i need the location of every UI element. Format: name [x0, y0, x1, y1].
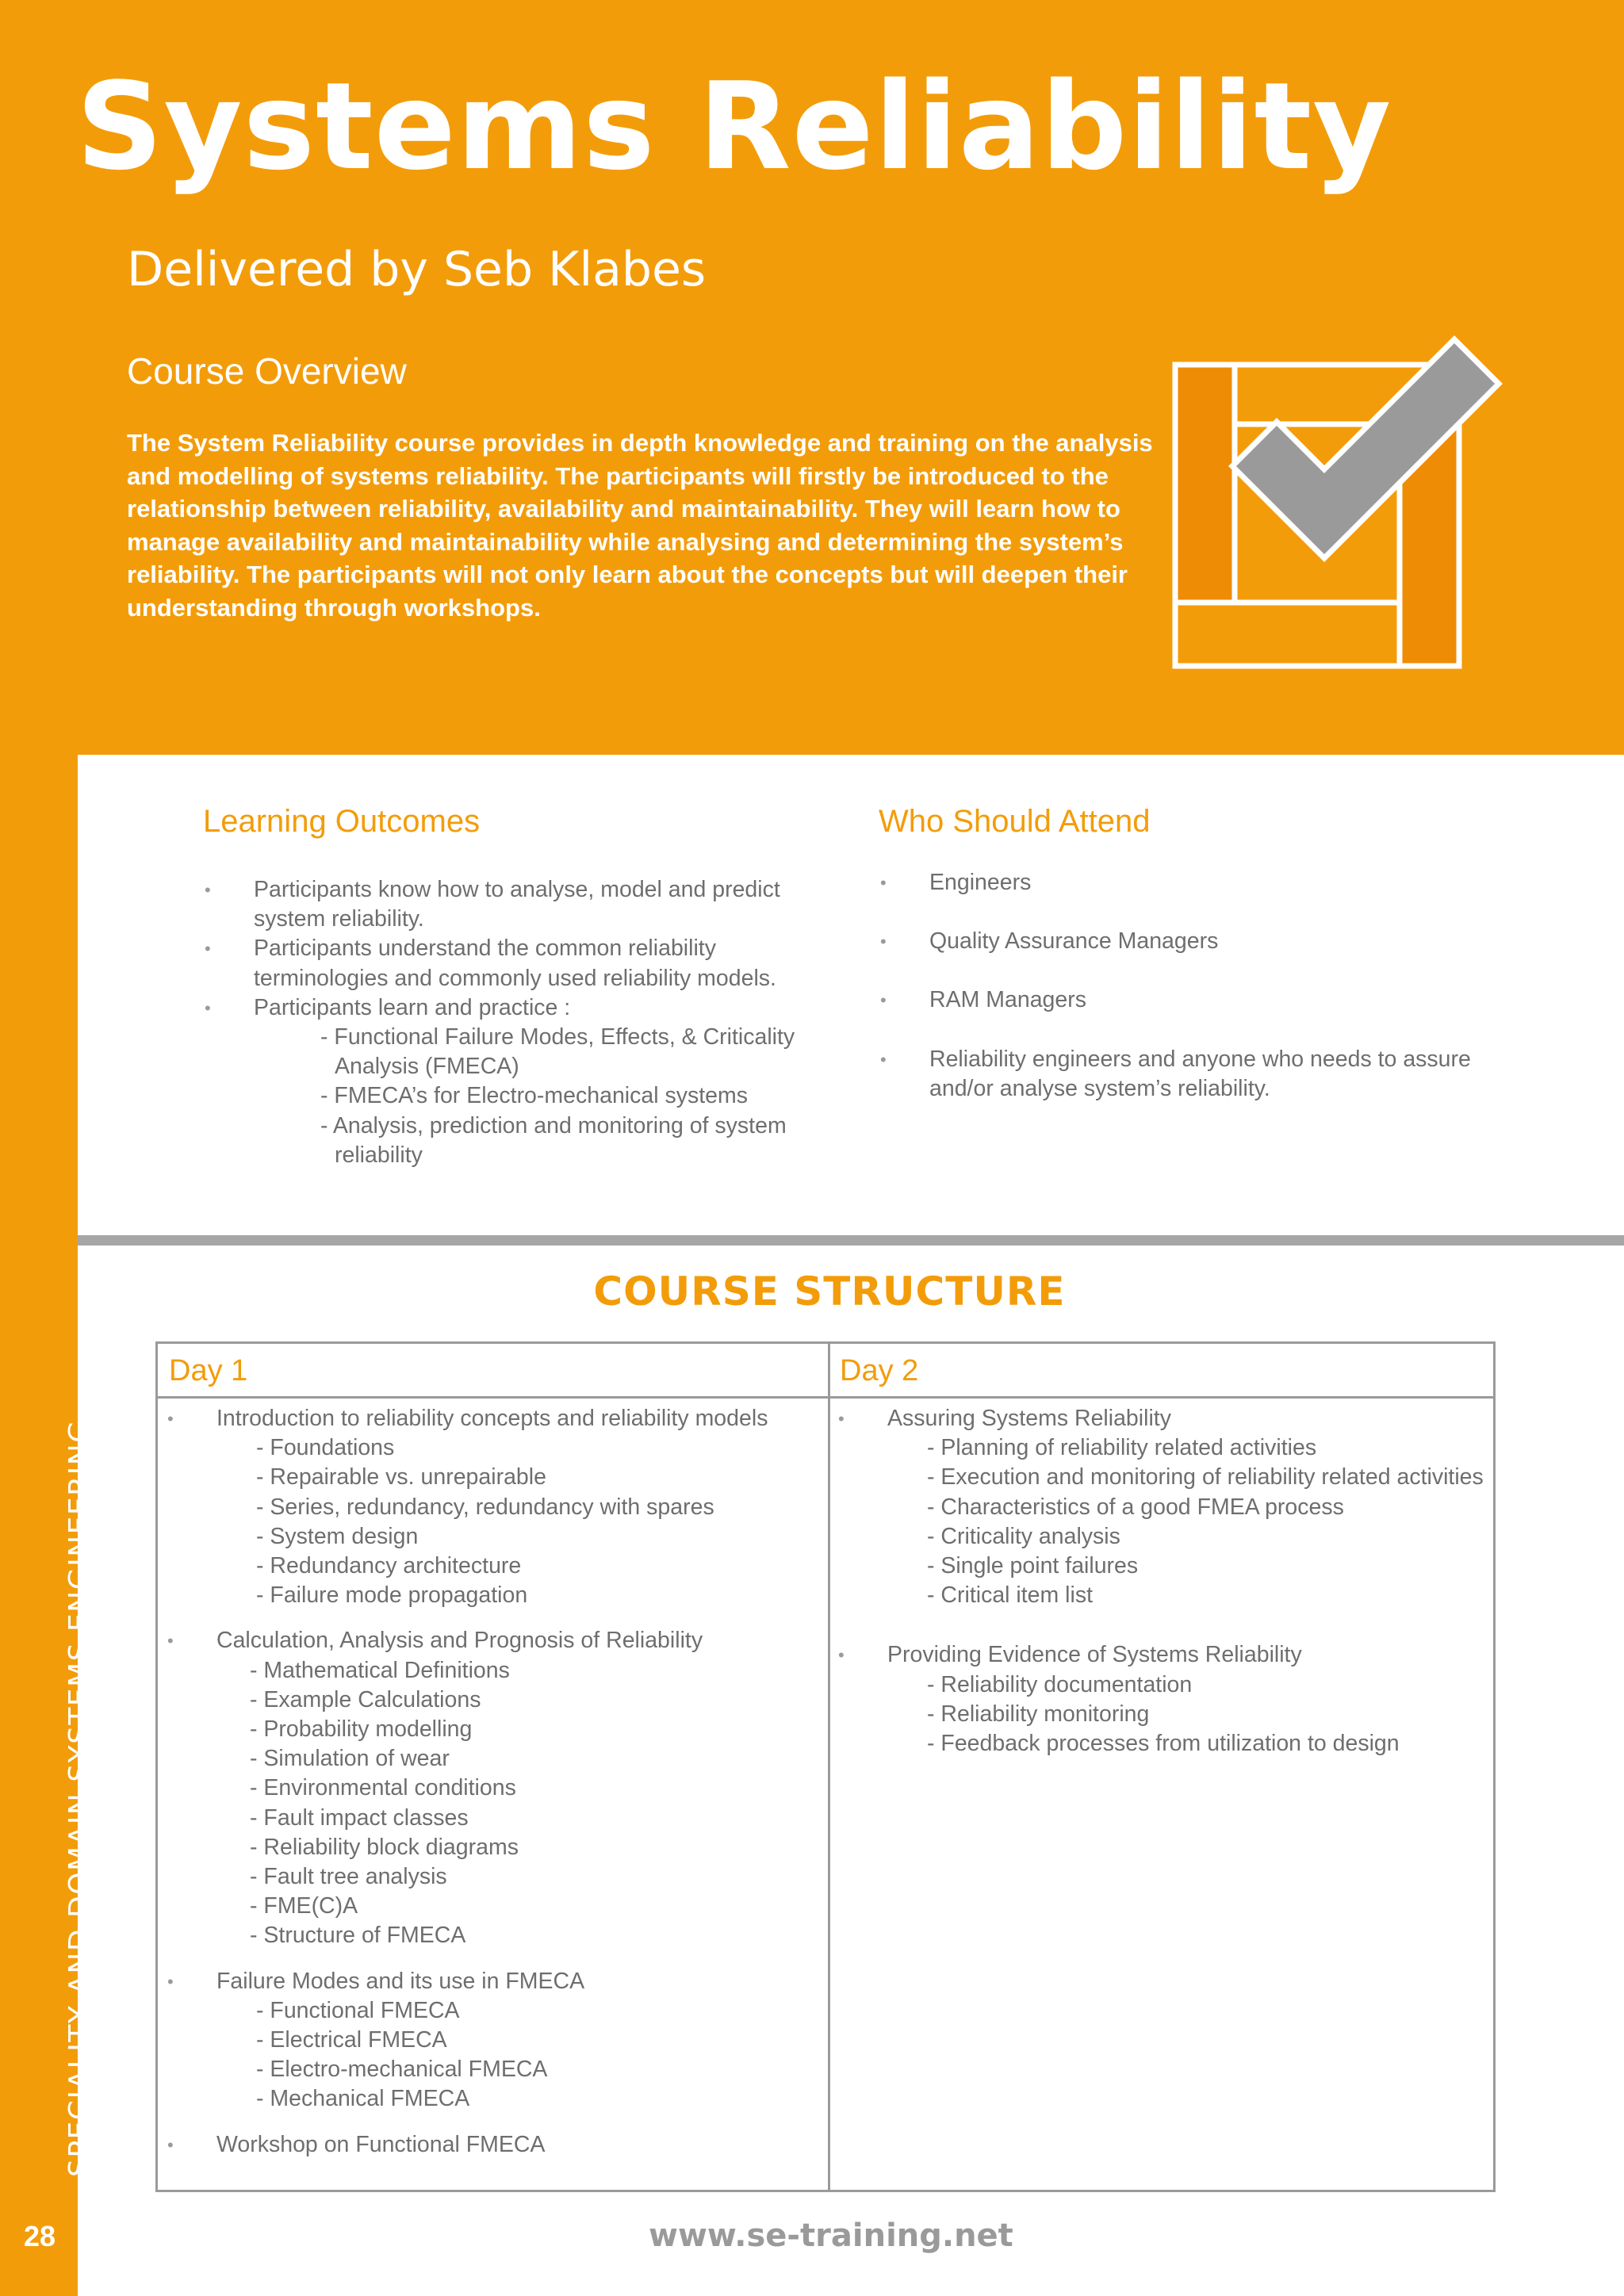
list-item: • Participants know how to analyse, model and predict system reliability. [205, 875, 807, 934]
who-should-attend-list [880, 868, 1483, 1133]
day1-header: Day 1 [169, 1354, 248, 1387]
topic-title: Failure Modes and its use in FMECA [216, 1968, 585, 1994]
day2-column [829, 1344, 1498, 2190]
page-number: 28 [24, 2220, 56, 2252]
topic-title: Introduction to reliability concepts and reliability models [216, 1406, 768, 1431]
subtopic: - Criticality analysis [927, 1523, 1120, 1549]
topic-sublist [216, 1433, 825, 1610]
subtopic: - Fault tree analysis [250, 1864, 447, 1890]
topic-item: • Workshop on Functional FMECA [167, 2130, 825, 2160]
subtopic: - Reliability documentation [927, 1671, 1193, 1697]
list-item: • Participants understand the common reliability terminologies and commonly used reliability models. [205, 934, 807, 993]
subtopic: - Functional FMECA [256, 1997, 460, 2023]
subtopic: - Probability modelling [250, 1716, 473, 1743]
list-item: • Engineers [880, 868, 1483, 897]
subtopic: - Foundations [256, 1435, 395, 1461]
day1-topic-list [167, 1404, 825, 2175]
website-url: www.se-training.net [649, 2218, 1013, 2254]
topic-item [167, 1626, 825, 1950]
subtopic: - Critical item list [927, 1582, 1094, 1609]
sublist-item: - Analysis, prediction and monitoring of system reliability [320, 1112, 787, 1168]
section-side-label: SPECIALITY AND DOMAIN SYSTEMS ENGINEERING [63, 1419, 96, 2177]
topic-item [838, 1404, 1496, 1610]
section-divider [78, 1235, 1624, 1246]
subtopic: - Redundancy architecture [256, 1553, 522, 1579]
subtopic: - Single point failures [927, 1553, 1139, 1579]
subtopic: - Execution and monitoring of reliability related activities [927, 1464, 1484, 1490]
subtopic: - Example Calculations [250, 1686, 481, 1712]
subtopic: - Reliability monitoring [927, 1701, 1150, 1727]
practice-sublist [254, 1023, 807, 1170]
subtopic: - Reliability block diagrams [250, 1834, 519, 1860]
header-banner [0, 0, 1624, 755]
subtopic: - Mechanical FMECA [256, 2086, 470, 2112]
sublist-item: - Functional Failure Modes, Effects, & Criticality Analysis (FMECA) [320, 1024, 795, 1080]
topic-item [838, 1640, 1496, 1758]
subtopic: - Characteristics of a good FMEA process [927, 1494, 1344, 1520]
subtopic: - Fault impact classes [250, 1804, 469, 1831]
course-structure-table [155, 1341, 1496, 2192]
subtopic: - Planning of reliability related activities [927, 1435, 1317, 1461]
list-item: • Quality Assurance Managers [880, 927, 1483, 956]
course-overview-text: The System Reliability course provides in depth knowledge and training on the analysis and modelling of systems reliability. The participants will firstly be introduced to the relationship between reliability, availability and maintainability. They will learn how to manage availability and maintainability while analysing and determining the system’s reliability. The participants will not only learn about the concepts but will deepen their understanding through workshops. [127, 429, 1153, 622]
course-overview-heading: Course Overview [127, 350, 407, 392]
presenter-subtitle: Delivered by Seb Klabes [127, 242, 707, 297]
day2-header: Day 2 [840, 1354, 919, 1387]
subtopic: - Repairable vs. unrepairable [256, 1464, 546, 1490]
topic-sublist [887, 1670, 1496, 1759]
page-title: Systems Reliability [76, 56, 1392, 197]
subtopic: - System design [256, 1523, 419, 1549]
day2-topic-list [838, 1404, 1496, 1774]
list-item [205, 993, 807, 1170]
topic-title: Providing Evidence of Systems Reliability [887, 1642, 1302, 1668]
list-item: • RAM Managers [880, 985, 1483, 1015]
topic-sublist [887, 1433, 1496, 1610]
subtopic: - Electro-mechanical FMECA [256, 2057, 548, 2083]
subtopic: - Feedback processes from utilization to design [927, 1731, 1400, 1757]
sublist-item: - FMECA’s for Electro-mechanical systems [320, 1083, 748, 1109]
subtopic: - FME(C)A [250, 1893, 358, 1919]
topic-title: Assuring Systems Reliability [887, 1406, 1171, 1431]
checkbox-icon [1166, 333, 1538, 682]
subtopic: - Mathematical Definitions [250, 1657, 510, 1683]
topic-item [167, 1404, 825, 1610]
learning-outcomes-heading: Learning Outcomes [203, 804, 481, 839]
topic-sublist [216, 1996, 825, 2114]
who-should-attend-heading: Who Should Attend [879, 804, 1151, 839]
subtopic: - Electrical FMECA [256, 2027, 447, 2053]
subtopic: - Environmental conditions [250, 1775, 516, 1801]
topic-sublist [216, 1656, 825, 1951]
list-item: • Reliability engineers and anyone who needs to assure and/or analyse system’s reliability. [880, 1045, 1483, 1104]
subtopic: - Simulation of wear [250, 1746, 450, 1772]
list-item-label: Participants learn and practice : [254, 994, 571, 1020]
topic-title: Calculation, Analysis and Prognosis of Reliability [216, 1628, 703, 1654]
subtopic: - Failure mode propagation [256, 1582, 528, 1609]
learning-outcomes-list [205, 875, 807, 1170]
course-structure-heading: COURSE STRUCTURE [593, 1269, 1066, 1314]
topic-item [167, 1967, 825, 2114]
subtopic: - Series, redundancy, redundancy with spares [256, 1494, 714, 1520]
subtopic: - Structure of FMECA [250, 1923, 466, 1949]
